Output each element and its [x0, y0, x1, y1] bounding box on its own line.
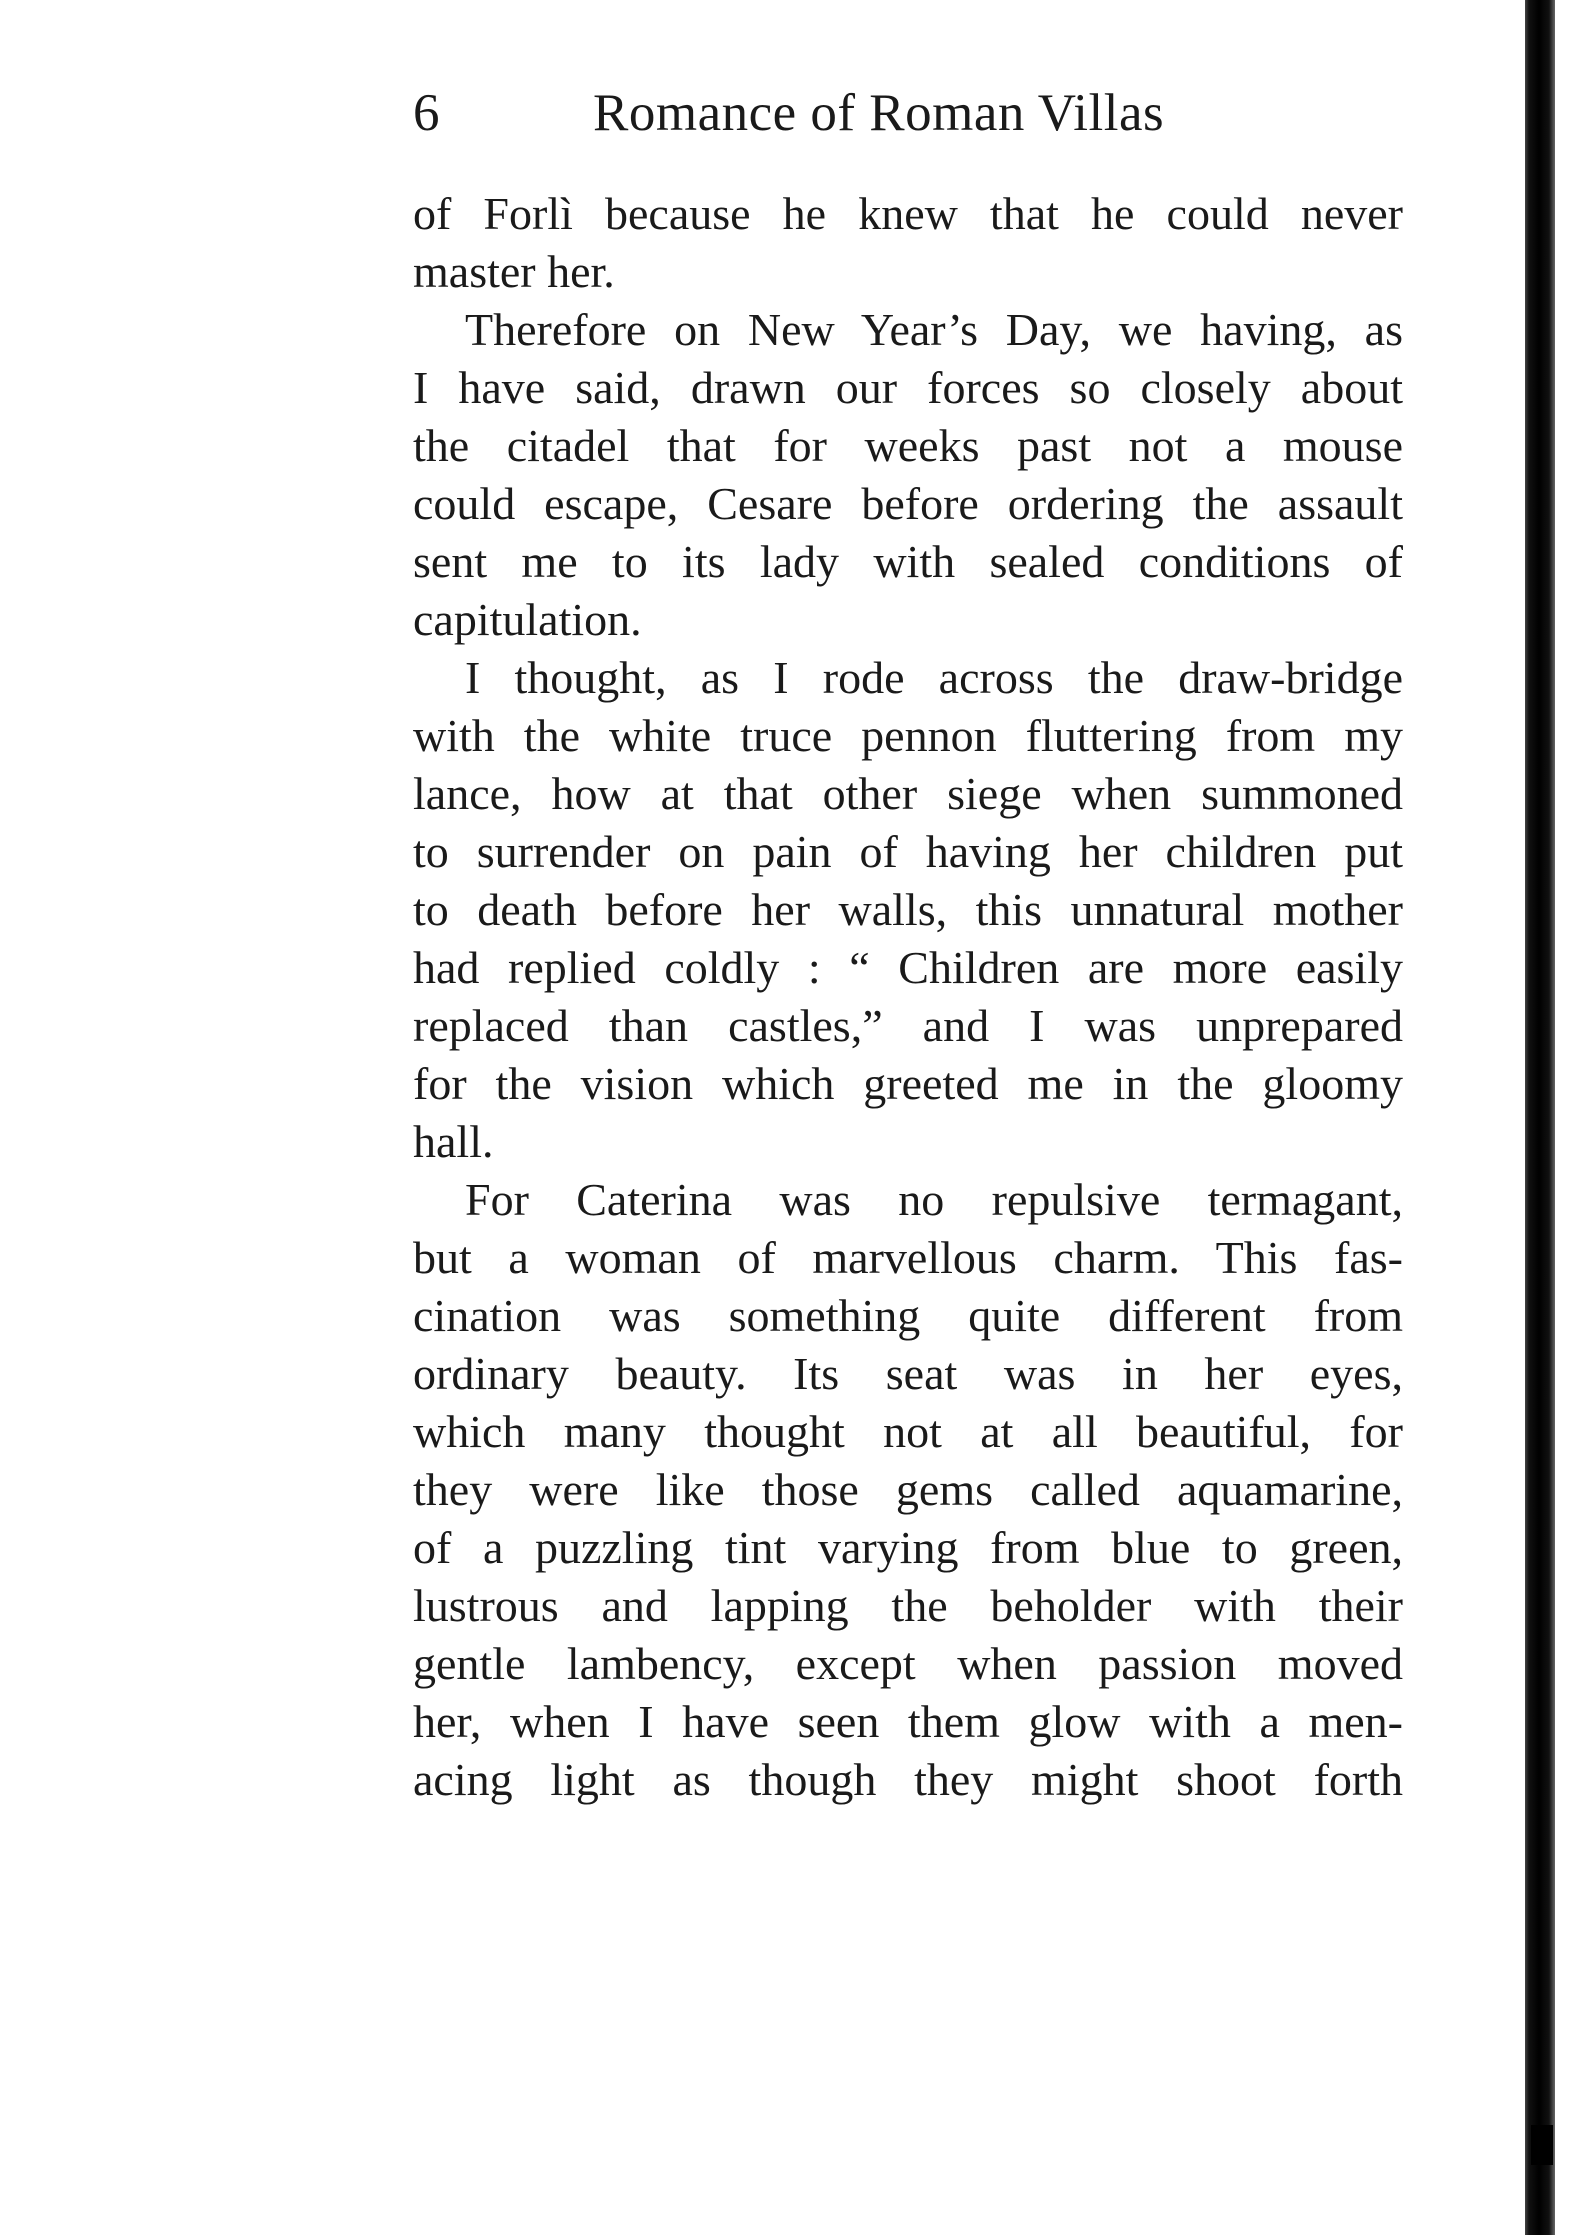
- text-line: lustrous and lapping the beholder with their: [413, 1580, 1403, 1631]
- book-title: Romance of Roman Villas: [593, 84, 1165, 142]
- page-binding-edge: [1525, 0, 1555, 2235]
- text-line: to surrender on pain of having her children put: [413, 826, 1403, 877]
- text-line: sent me to its lady with sealed conditions of: [413, 536, 1403, 587]
- text-line: of a puzzling tint varying from blue to green,: [413, 1522, 1403, 1573]
- text-line: capitulation.: [413, 594, 642, 645]
- text-line: which many thought not at all beautiful, for: [413, 1406, 1403, 1457]
- text-line: for the vision which greeted me in the gloomy: [413, 1058, 1403, 1109]
- text-line: cination was something quite different from: [413, 1290, 1403, 1341]
- text-line: they were like those gems called aquamarine,: [413, 1464, 1403, 1515]
- text-line: but a woman of marvellous charm. This fas-: [413, 1232, 1403, 1283]
- text-line: had replied coldly : “ Children are more easily: [413, 942, 1403, 993]
- page-number: 6: [413, 84, 440, 142]
- text-line: ordinary beauty. Its seat was in her eyes,: [413, 1348, 1403, 1399]
- text-line: gentle lambency, except when passion moved: [413, 1638, 1403, 1689]
- text-line: could escape, Cesare before ordering the assault: [413, 478, 1403, 529]
- text-line: lance, how at that other siege when summoned: [413, 768, 1403, 819]
- text-line: the citadel that for weeks past not a mouse: [413, 420, 1403, 471]
- text-line: with the white truce pennon fluttering from my: [413, 710, 1403, 761]
- text-line: hall.: [413, 1116, 494, 1167]
- text-line: of Forlì because he knew that he could never: [413, 188, 1403, 239]
- text-line: replaced than castles,” and I was unprepared: [413, 1000, 1403, 1051]
- text-line: master her.: [413, 246, 615, 297]
- text-line: I have said, drawn our forces so closely about: [413, 362, 1403, 413]
- body-text: [413, 185, 1403, 1809]
- text-line: Therefore on New Year’s Day, we having, as: [465, 304, 1403, 355]
- running-head: [413, 78, 1253, 148]
- text-line: to death before her walls, this unnatural mother: [413, 884, 1403, 935]
- text-line: For Caterina was no repulsive termagant,: [465, 1174, 1403, 1225]
- text-line: her, when I have seen them glow with a men-: [413, 1696, 1403, 1747]
- text-line: acing light as though they might shoot forth: [413, 1754, 1403, 1805]
- text-line: I thought, as I rode across the draw-bridge: [465, 652, 1403, 703]
